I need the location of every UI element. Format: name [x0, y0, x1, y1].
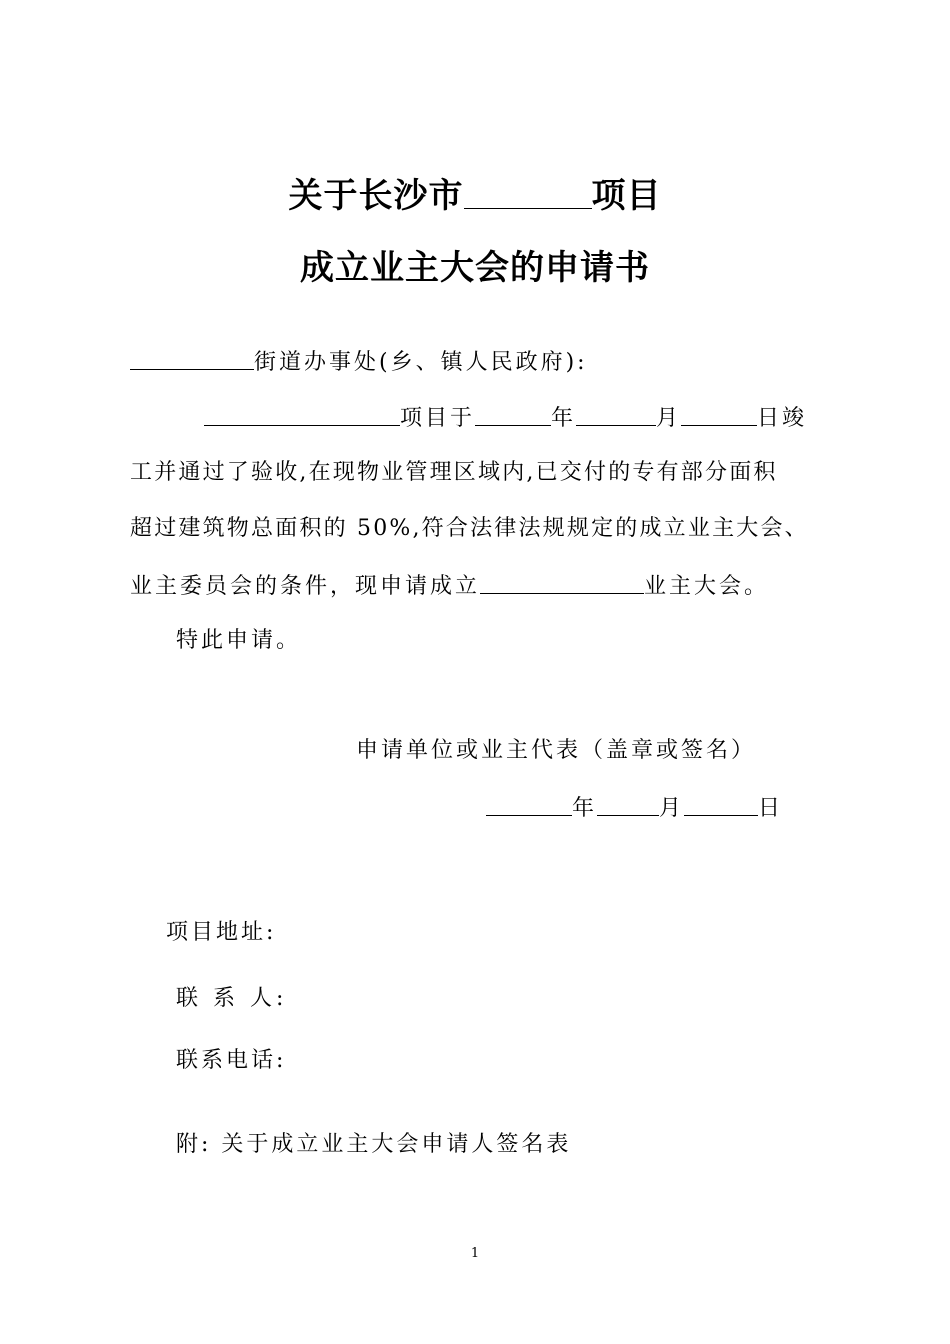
- body-line-3: 超过建筑物总面积的 50%,符合法律法规规定的成立业主大会、: [130, 516, 809, 541]
- sign-year-blank: [486, 793, 572, 816]
- completion-month-blank: [576, 403, 656, 426]
- completion-year-blank: [475, 403, 551, 426]
- sign-day-blank: [684, 793, 758, 816]
- completion-day-blank: [681, 403, 757, 426]
- document-title-line-2: 成立业主大会的申请书: [300, 248, 650, 288]
- owners-assembly-blank: [480, 571, 644, 594]
- contact-phone-label: 联系电话:: [176, 1048, 287, 1073]
- signature-date-line: [486, 792, 783, 824]
- contact-person-label: 联 系 人:: [176, 986, 288, 1011]
- body-line-2: 工并通过了验收,在现物业管理区域内,已交付的专有部分面积: [130, 460, 778, 485]
- body-seg-year: 年: [551, 406, 577, 431]
- closing-line: 特此申请。: [176, 628, 302, 653]
- street-office-blank: [130, 347, 254, 370]
- body-seg-day: 日竣: [757, 406, 808, 431]
- title-prefix: 关于长沙市: [288, 176, 464, 216]
- sign-month-blank: [597, 793, 659, 816]
- body-seg-project-on: 项目于: [400, 406, 476, 431]
- signature-label: 申请单位或业主代表（盖章或签名）: [356, 738, 757, 763]
- sign-month-label: 月: [659, 796, 685, 821]
- body-seg-apply: 业主委员会的条件，现申请成立: [130, 574, 481, 599]
- project-blank: [204, 403, 400, 426]
- sign-year-label: 年: [572, 796, 598, 821]
- project-address-label: 项目地址:: [166, 920, 277, 945]
- sign-day-label: 日: [758, 796, 784, 821]
- title-suffix: 项目: [591, 176, 662, 216]
- project-name-blank: [464, 174, 592, 209]
- attachment-line: 附: 关于成立业主大会申请人签名表: [176, 1132, 572, 1157]
- body-line-1: [204, 402, 807, 434]
- addressee-text: 街道办事处(乡、镇人民政府):: [254, 350, 588, 375]
- body-seg-assembly: 业主大会。: [644, 574, 770, 599]
- page-number: 1: [470, 1246, 480, 1261]
- body-line-4: [130, 570, 769, 602]
- document-title-line-1: [0, 168, 950, 217]
- body-seg-month: 月: [656, 406, 682, 431]
- addressee-line: [130, 346, 588, 378]
